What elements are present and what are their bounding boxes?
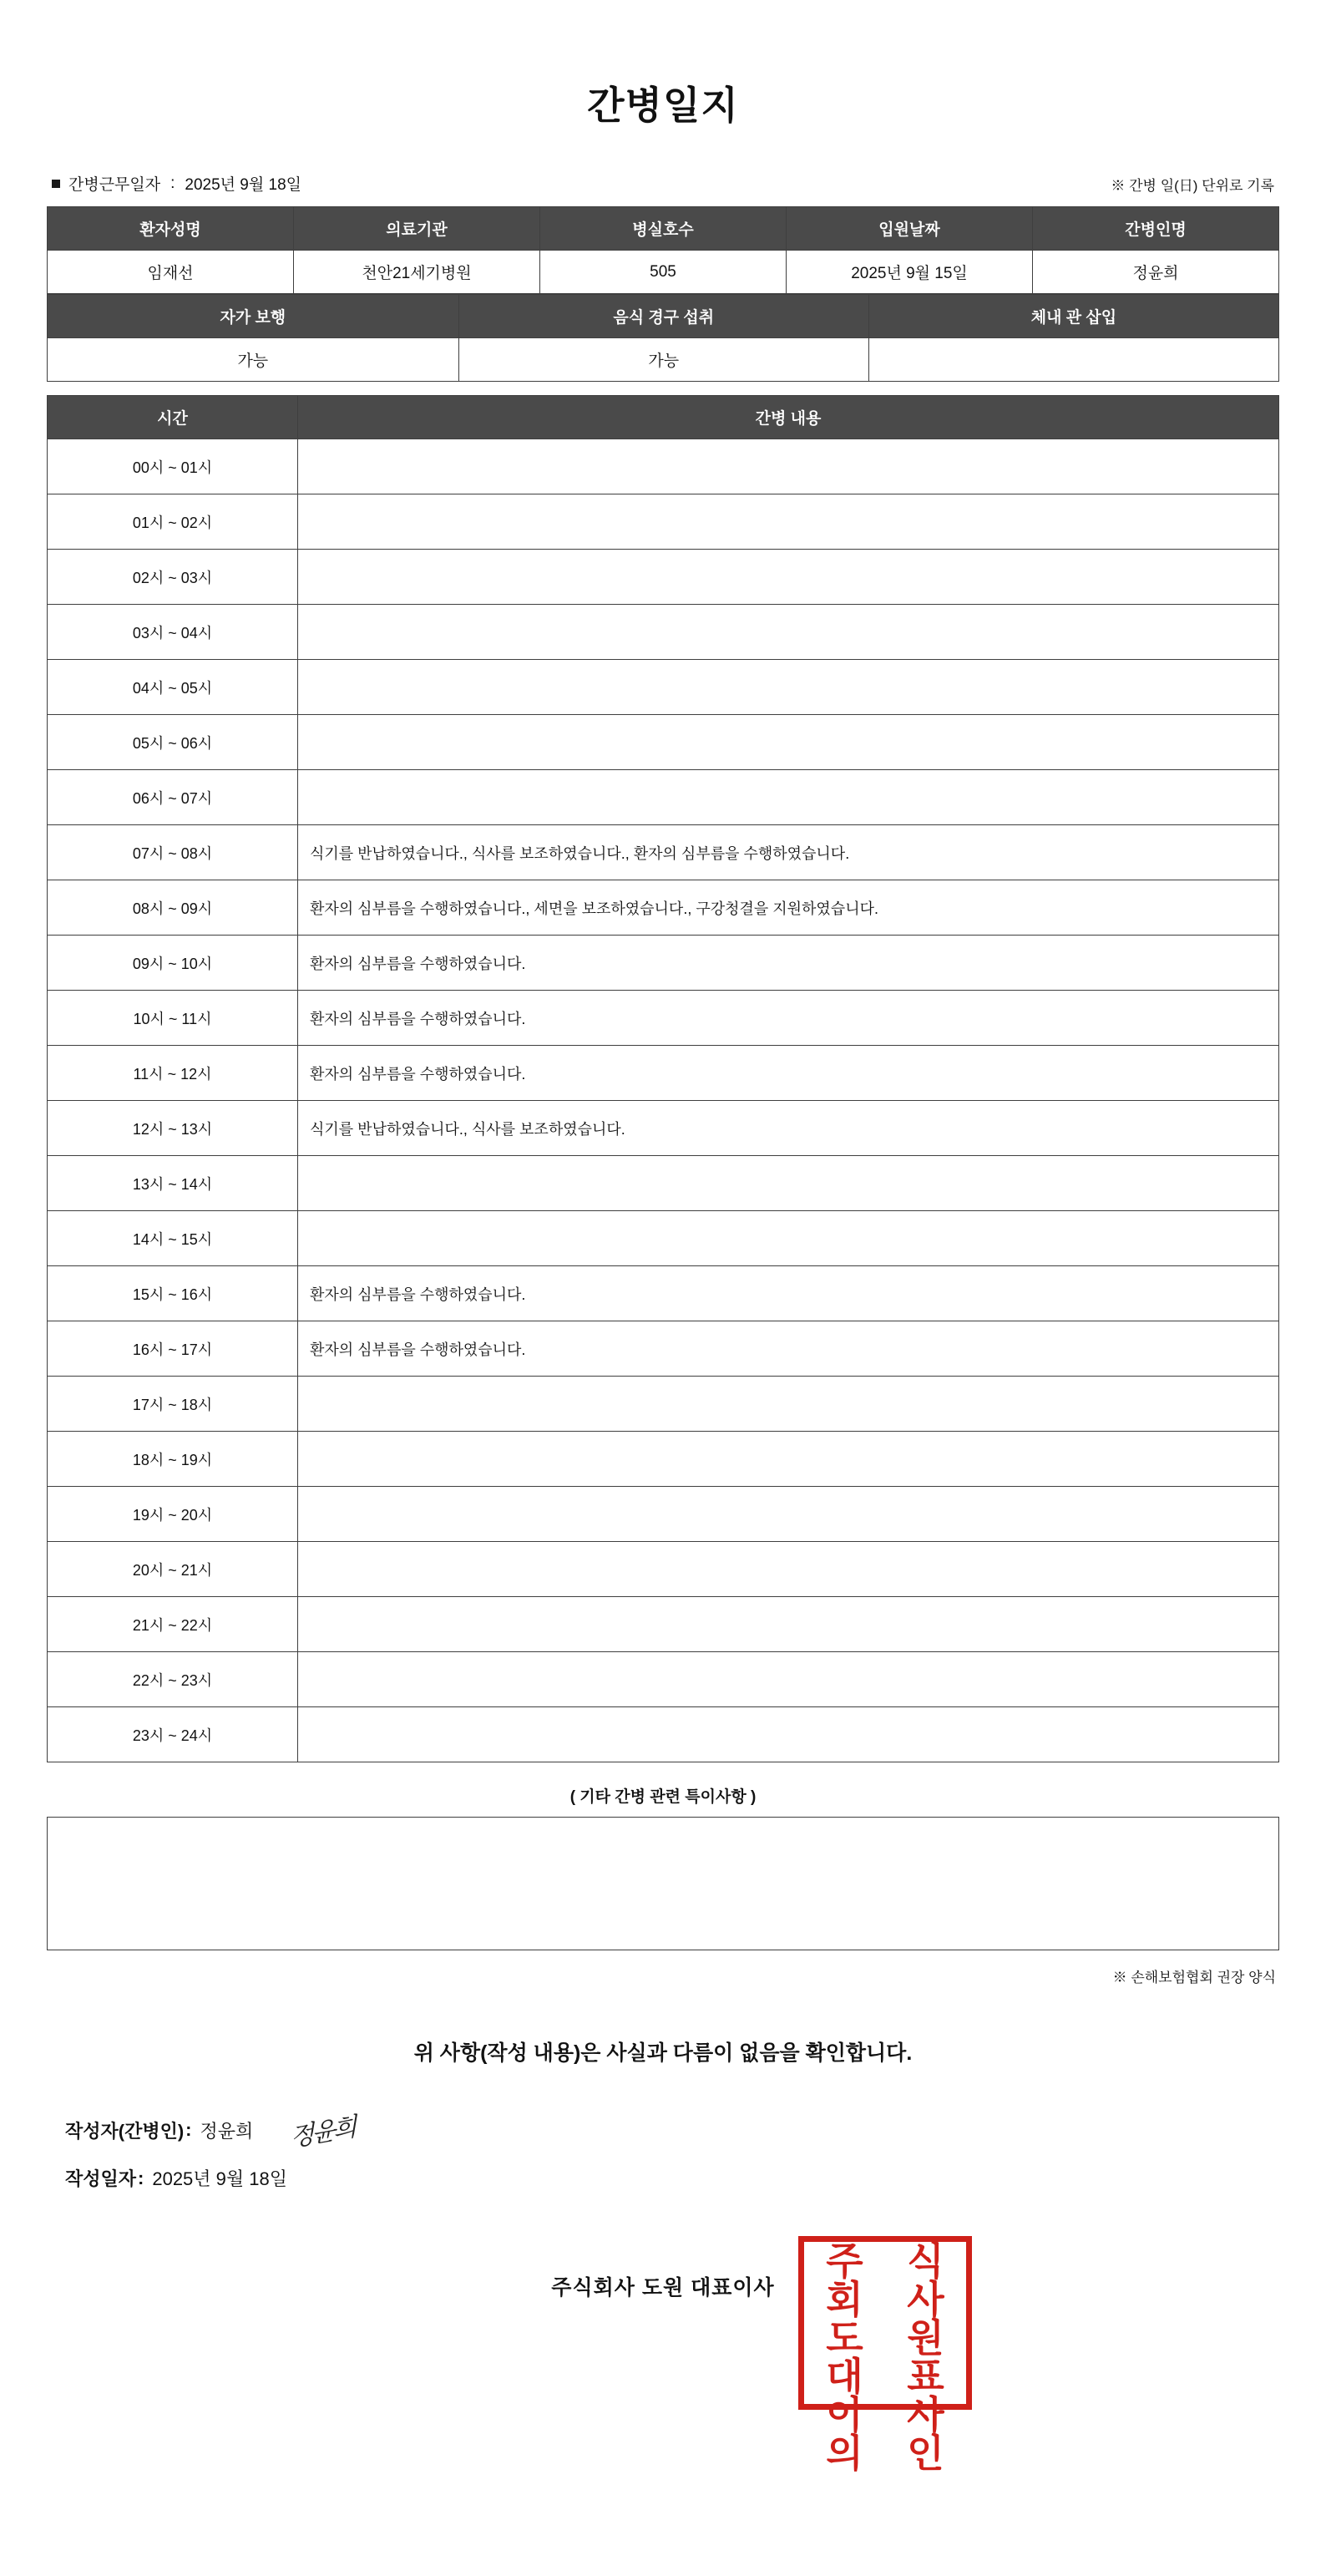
ability-table (47, 294, 1279, 382)
care-content-cell[interactable] (298, 605, 1279, 660)
time-cell: 21시 ~ 22시 (48, 1597, 298, 1652)
care-content-cell[interactable]: 환자의 심부름을 수행하였습니다. (298, 936, 1279, 991)
table-row (48, 991, 1279, 1046)
table-row (48, 1652, 1279, 1707)
td-tube-insertion (868, 338, 1278, 382)
time-cell: 20시 ~ 21시 (48, 1542, 298, 1597)
th-room-number: 병실호수 (540, 207, 787, 251)
stamp-char: 이 (826, 2392, 863, 2437)
time-cell: 01시 ~ 02시 (48, 494, 298, 550)
time-cell: 10시 ~ 11시 (48, 991, 298, 1046)
writer-line (65, 2103, 1279, 2157)
patient-info-table (47, 206, 1279, 294)
stamp-char: 주 (826, 2239, 863, 2284)
care-content-cell[interactable] (298, 770, 1279, 825)
write-date-value: 2025년 9월 18일 (152, 2168, 287, 2189)
confirmation-statement: 위 사항(작성 내용)은 사실과 다름이 없음을 확인합니다. (413, 2041, 913, 2065)
table-row (48, 338, 1279, 382)
td-oral-intake: 가능 (458, 338, 868, 382)
work-date-colon: : (170, 174, 175, 192)
th-care-content: 간병 내용 (298, 396, 1279, 439)
table-header-row (48, 295, 1279, 338)
table-row (48, 1321, 1279, 1377)
td-caregiver-name: 정윤희 (1033, 251, 1279, 294)
write-date-line (65, 2157, 1279, 2199)
table-row (48, 1707, 1279, 1762)
page-title: 간병일지 (587, 84, 739, 127)
association-note: ※ 손해보험협회 권장 양식 (1112, 1970, 1276, 1985)
time-cell: 16시 ~ 17시 (48, 1321, 298, 1377)
table-row (48, 660, 1279, 715)
care-content-cell[interactable]: 환자의 심부름을 수행하였습니다. (298, 1321, 1279, 1377)
writer-label: 작성자(간병인) (65, 2120, 185, 2142)
table-row (48, 1432, 1279, 1487)
table-row (48, 494, 1279, 550)
th-oral-intake: 음식 경구 섭취 (458, 295, 868, 338)
time-cell: 02시 ~ 03시 (48, 550, 298, 605)
th-patient-name: 환자성명 (48, 207, 294, 251)
table-row (48, 1597, 1279, 1652)
care-content-cell[interactable]: 환자의 심부름을 수행하였습니다. (298, 1266, 1279, 1321)
time-cell: 09시 ~ 10시 (48, 936, 298, 991)
table-header-row (48, 396, 1279, 439)
time-cell: 00시 ~ 01시 (48, 439, 298, 494)
writer-value: 정윤희 (200, 2120, 254, 2142)
time-cell: 08시 ~ 09시 (48, 880, 298, 936)
meta-row (47, 152, 1279, 206)
care-content-cell[interactable] (298, 550, 1279, 605)
stamp-char: 인 (907, 2431, 944, 2476)
td-admission-date: 2025년 9월 15일 (787, 251, 1033, 294)
signature-block (47, 2103, 1279, 2199)
table-row (48, 1211, 1279, 1266)
care-content-cell[interactable] (298, 1597, 1279, 1652)
table-row (48, 1377, 1279, 1432)
care-content-cell[interactable] (298, 1432, 1279, 1487)
th-admission-date: 입원날짜 (787, 207, 1033, 251)
table-row (48, 1101, 1279, 1156)
stamp-char: 원 (907, 2315, 944, 2360)
table-row (48, 1046, 1279, 1101)
time-cell: 05시 ~ 06시 (48, 715, 298, 770)
care-content-cell[interactable] (298, 1211, 1279, 1266)
time-cell: 14시 ~ 15시 (48, 1211, 298, 1266)
stamp-char: 사 (907, 2277, 944, 2322)
time-cell: 18시 ~ 19시 (48, 1432, 298, 1487)
care-content-cell[interactable] (298, 1707, 1279, 1762)
time-cell: 22시 ~ 23시 (48, 1652, 298, 1707)
care-content-cell[interactable] (298, 715, 1279, 770)
company-representative: 주식회사 도원 대표이사 (551, 2276, 775, 2300)
table-row (48, 715, 1279, 770)
hourly-log-table (47, 395, 1279, 1762)
th-time: 시간 (48, 396, 298, 439)
handwritten-signature: 정윤희 (289, 2112, 357, 2153)
unit-note: ※ 간병 일(日) 단위로 기록 (1111, 178, 1274, 194)
table-row (48, 605, 1279, 660)
care-content-cell[interactable] (298, 1377, 1279, 1432)
care-content-cell[interactable]: 환자의 심부름을 수행하였습니다. (298, 1046, 1279, 1101)
company-seal-stamp (798, 2236, 972, 2476)
work-date-value: 2025년 9월 18일 (185, 176, 301, 194)
table-row (48, 1487, 1279, 1542)
hourly-log-body (48, 439, 1279, 1762)
care-content-cell[interactable] (298, 1542, 1279, 1597)
work-date-group (52, 172, 301, 195)
time-cell: 19시 ~ 20시 (48, 1487, 298, 1542)
stamp-char: 식 (907, 2239, 944, 2284)
care-content-cell[interactable] (298, 439, 1279, 494)
table-row (48, 550, 1279, 605)
table-row (48, 251, 1279, 294)
td-patient-name: 임재선 (48, 251, 294, 294)
time-cell: 17시 ~ 18시 (48, 1377, 298, 1432)
th-caregiver-name: 간병인명 (1033, 207, 1279, 251)
care-content-cell[interactable]: 식기를 반납하였습니다., 식사를 보조하였습니다., 환자의 심부름을 수행하였습니다. (298, 825, 1279, 880)
table-row (48, 439, 1279, 494)
table-row (48, 880, 1279, 936)
square-bullet-icon (52, 180, 60, 188)
care-content-cell[interactable]: 환자의 심부름을 수행하였습니다. (298, 991, 1279, 1046)
time-cell: 23시 ~ 24시 (48, 1707, 298, 1762)
td-hospital: 천안21세기병원 (294, 251, 540, 294)
footer-company-row (47, 2199, 1279, 2476)
table-row (48, 936, 1279, 991)
time-cell: 12시 ~ 13시 (48, 1101, 298, 1156)
write-date-colon: : (138, 2167, 144, 2188)
stamp-char: 대 (826, 2354, 863, 2399)
time-cell: 03시 ~ 04시 (48, 605, 298, 660)
time-cell: 07시 ~ 08시 (48, 825, 298, 880)
care-content-cell[interactable]: 식기를 반납하였습니다., 식사를 보조하였습니다. (298, 1101, 1279, 1156)
notes-title: ( 기타 간병 관련 특이사항 ) (569, 1788, 757, 1806)
td-room-number: 505 (540, 251, 787, 294)
stamp-char: 도 (826, 2315, 863, 2360)
th-hospital: 의료기관 (294, 207, 540, 251)
th-self-walking: 자가 보행 (48, 295, 459, 338)
table-header-row (48, 207, 1279, 251)
th-tube-insertion: 체내 관 삽입 (868, 295, 1278, 338)
care-content-cell[interactable] (298, 1487, 1279, 1542)
time-cell: 15시 ~ 16시 (48, 1266, 298, 1321)
table-row (48, 1156, 1279, 1211)
td-self-walking: 가능 (48, 338, 459, 382)
stamp-char: 회 (826, 2277, 863, 2322)
notes-box[interactable] (47, 1817, 1279, 1950)
stamp-char: 표 (907, 2354, 944, 2399)
care-content-cell[interactable] (298, 1156, 1279, 1211)
stamp-char: 사 (907, 2392, 944, 2437)
time-cell: 04시 ~ 05시 (48, 660, 298, 715)
table-row (48, 1266, 1279, 1321)
time-cell: 13시 ~ 14시 (48, 1156, 298, 1211)
writer-colon: : (185, 2119, 192, 2140)
table-row (48, 825, 1279, 880)
table-row (48, 1542, 1279, 1597)
write-date-label: 작성일자 (65, 2168, 137, 2189)
work-date-label: 간병근무일자 (68, 176, 161, 194)
care-content-cell[interactable] (298, 1652, 1279, 1707)
table-row (48, 770, 1279, 825)
time-cell: 06시 ~ 07시 (48, 770, 298, 825)
care-content-cell[interactable]: 환자의 심부름을 수행하였습니다., 세면을 보조하였습니다., 구강청결을 지원하였습니다. (298, 880, 1279, 936)
stamp-char: 의 (826, 2431, 863, 2476)
time-cell: 11시 ~ 12시 (48, 1046, 298, 1101)
care-content-cell[interactable] (298, 494, 1279, 550)
care-content-cell[interactable] (298, 660, 1279, 715)
